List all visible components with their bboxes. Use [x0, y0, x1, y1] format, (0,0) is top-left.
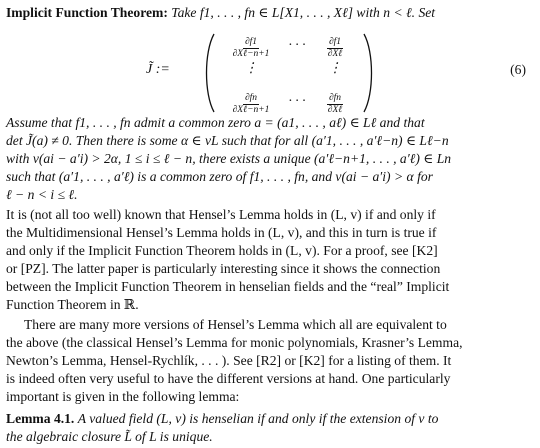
- matrix-entry-bottom-right: $\frac{\partial fn}{\text{∂Xℓ}}$: [327, 93, 343, 115]
- theorem-body-line: with v(ai − a′i) > 2α, 1 ≤ i ≤ ℓ − n, there exists a unique (a′ℓ−n+1, . . . , a′ℓ) ∈ Ln: [6, 151, 452, 166]
- matrix-entry-top-left: $\frac{\partial f1}{\text{∂Xℓ−n+1}}$: [232, 37, 270, 59]
- matrix-hdots-top: · · ·: [288, 37, 306, 52]
- paragraph-line: or [PZ]. The latter paper is particularly interesting since it shows the connection: [6, 261, 441, 276]
- lemma-heading: Lemma 4.1.: [6, 411, 75, 426]
- right-paren: [362, 32, 376, 114]
- theorem-body-line: ℓ − n < i ≤ ℓ.: [6, 187, 78, 202]
- paragraph-line: Newton’s Lemma, Hensel-Rychlík, . . . ). See [R2] or [K2] for a listing of them. It: [6, 353, 452, 368]
- equation-number: (6): [510, 62, 526, 77]
- lemma-text: A valued field (L, v) is henselian if and only if the extension of v to: [77, 411, 439, 426]
- lemma-line-1: [6, 410, 438, 428]
- lemma-line-2: the algebraic closure L̃ of L is unique.: [6, 429, 213, 444]
- paragraph-line: Function Theorem in ℝ.: [6, 297, 139, 312]
- matrix-vdots-right: ⋮: [328, 60, 342, 75]
- jacobian-symbol: J̃ :=: [146, 62, 170, 77]
- paragraph-line: the above (the classical Hensel’s Lemma for monic polynomials, Krasner’s Lemma,: [6, 335, 463, 350]
- left-paren: [202, 32, 216, 114]
- matrix-vdots-left: ⋮: [244, 60, 258, 75]
- theorem-hypothesis: Take f1, . . . , fn ∈ L[X1, . . . , Xℓ] with n < ℓ. Set: [171, 5, 436, 20]
- matrix-entry-top-right: $\frac{\partial f1}{\text{∂Xℓ}}$: [327, 37, 343, 59]
- paragraph-line: between the Implicit Function Theorem in henselian fields and the “real” Implicit: [6, 279, 450, 294]
- paragraph-line: is indeed often very useful to have the different versions at hand. One particularly: [6, 371, 451, 386]
- matrix-hdots-bottom: · · ·: [288, 93, 306, 108]
- paragraph-line: It is (not all too well) known that Hensel’s Lemma holds in (L, v) if and only if: [6, 207, 436, 222]
- matrix-entry-bottom-left: $\frac{\partial fn}{\text{∂Xℓ−n+1}}$: [232, 93, 270, 115]
- theorem-body-line: such that (a′1, . . . , a′ℓ) is a common zero of f1, . . . , fn, and v(ai − a′i) > α for: [6, 169, 433, 184]
- paragraph-line: and only if the Implicit Function Theorem holds in (L, v). For a proof, see [K2]: [6, 243, 438, 258]
- paragraph-line: important is given in the following lemma:: [6, 389, 240, 404]
- theorem-heading: Implicit Function Theorem:: [6, 5, 168, 20]
- paragraph-line: the Multidimensional Hensel’s Lemma holds in (L, v), and this in turn is true if: [6, 225, 437, 240]
- theorem-body-line: Assume that f1, . . . , fn admit a common zero a = (a1, . . . , aℓ) ∈ Lℓ and that: [6, 115, 425, 130]
- paragraph-line: There are many more versions of Hensel’s Lemma which all are equivalent to: [24, 317, 447, 332]
- theorem-body-line: det J̃(a) ≠ 0. Then there is some α ∈ vL such that for all (a′1, . . . , a′ℓ−n) ∈ Lℓ−n: [6, 133, 449, 148]
- theorem-line-1: [6, 4, 435, 22]
